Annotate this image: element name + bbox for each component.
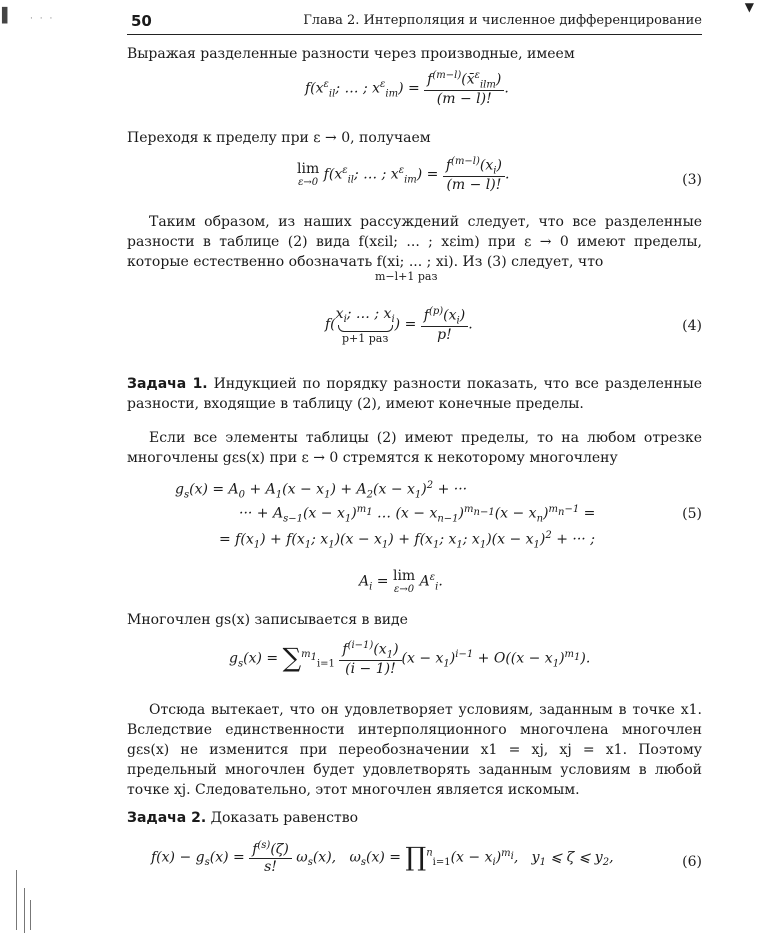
- chapter-title: Глава 2. Интерполяция и численное дифференцирование: [303, 13, 702, 28]
- paragraph-4: Если все элементы таблицы (2) имеют пределы, то на любом отрезке многочлены gεs(x) при ε → 0 стремятся к некоторому многочлену: [127, 430, 702, 466]
- equation-3-number: (3): [682, 172, 702, 188]
- paragraph-3: Таким образом, из наших рассуждений следует, что все разделенные разности в таблице (2) вида f(xεil; ... ; xεim) при ε → 0 имеют пределы, которые естественно обозначать f(xi; ... ; xi). Из (3) следует, что: [127, 214, 702, 270]
- equation-5-line-1: $g_s(x) = A_0 + A_1(x - x_1) + A_2(x - x_1)^2$ + ···: [175, 480, 468, 501]
- brace-label-2: p+1 раз: [341, 331, 389, 345]
- page-number: 50: [131, 12, 152, 30]
- task-1-text: Индукцией по порядку разности показать, что все разделенные разности, входящие в таблицу (2), имеют конечные пределы.: [127, 376, 703, 412]
- scan-artifact-margin: [14, 870, 44, 935]
- paragraph-2: Переходя к пределу при ε → 0, получаем: [127, 130, 431, 146]
- equation-limit-a: $A_i = \lim$ ε→0 $A^\varepsilon_i$.: [359, 568, 443, 595]
- scan-artifact-right: ▼: [744, 0, 754, 14]
- equation-4-number: (4): [682, 318, 702, 334]
- equation-4: f( $x_i$; … ; $x_i$ p+1 раз ) = $\frac{f^{(p)}(x_i)}{p!}$ .: [325, 306, 473, 345]
- brace-label-1: m−l+1 раз: [375, 270, 438, 283]
- task-2-label: Задача 2.: [127, 810, 207, 826]
- equation-taylor: $g_s(x) = \sum^{m_1}_{i=1}$ $\frac{f^{(i-1)}(x_1)}{(i - 1)!}$ $(x - x_1)^{i-1} + O((x - x_1)^{m_1})$.: [229, 640, 591, 678]
- paragraph-5: Многочлен gs(x) записывается в виде: [127, 612, 408, 628]
- paragraph-1: Выражая разделенные разности через производные, имеем: [127, 46, 575, 62]
- scan-artifact-left: ▌: [2, 8, 13, 24]
- equation-6-number: (6): [682, 854, 702, 870]
- scan-artifact-dots: · · ·: [30, 14, 55, 24]
- equation-5-line-3: = $f(x_1) + f(x_1$; $x_1)(x - x_1) + f(x_1$; $x_1$; $x_1)(x - x_1)^2$ + ··· ;: [219, 530, 595, 551]
- paragraph-6: Отсюда вытекает, что он удовлетворяет условиям, заданным в точке x1. Вследствие единственности интерполяционного многочлена многочлен gεs(x) не изменится при переобозначении x1 = xj, xj = x1. Поэтому предельный многочлен будет удовлетворять заданным условиям в любой точке xj. Следовательно, этот многочлен является искомым.: [127, 702, 702, 798]
- equation-6: $f(x) - g_s(x)$ = $\frac{f^{(s)}(\zeta)}{s!}$ $\omega_s(x)$, $\omega_s(x)$ = ∏$^n_{i=1}$(x − $x_i)^{m_i}$, $y_1$ ⩽ ζ ⩽ $y_2$,: [151, 840, 614, 875]
- task-1: [127, 374, 702, 414]
- equation-5-line-2: ··· + $A_{s-1}(x - x_1)^{m_1}$ … $(x - x_{n-1})^{m_{n-1}}(x - x_n)^{m_n-1}$ =: [239, 504, 596, 525]
- task-2: [127, 808, 702, 828]
- running-header: [127, 12, 702, 35]
- equation-3: lim ε→0 $f(x^\varepsilon_{il}$; … ; $x^\varepsilon_{im}$) = $\frac{f^{(m-l)}(x_i)}{(m - l)!}$ .: [297, 156, 510, 194]
- task-1-label: Задача 1.: [127, 376, 208, 392]
- equation-5-number: (5): [682, 506, 702, 522]
- task-2-text: Доказать равенство: [210, 810, 359, 826]
- equation-derivative: $f(x^\varepsilon_{il}$; … ; $x^\varepsilon_{im}$) = $\frac{f^{(m-l)}(x̄^\varepsilon_{ilm})}{(m - l)!}$ .: [305, 70, 509, 108]
